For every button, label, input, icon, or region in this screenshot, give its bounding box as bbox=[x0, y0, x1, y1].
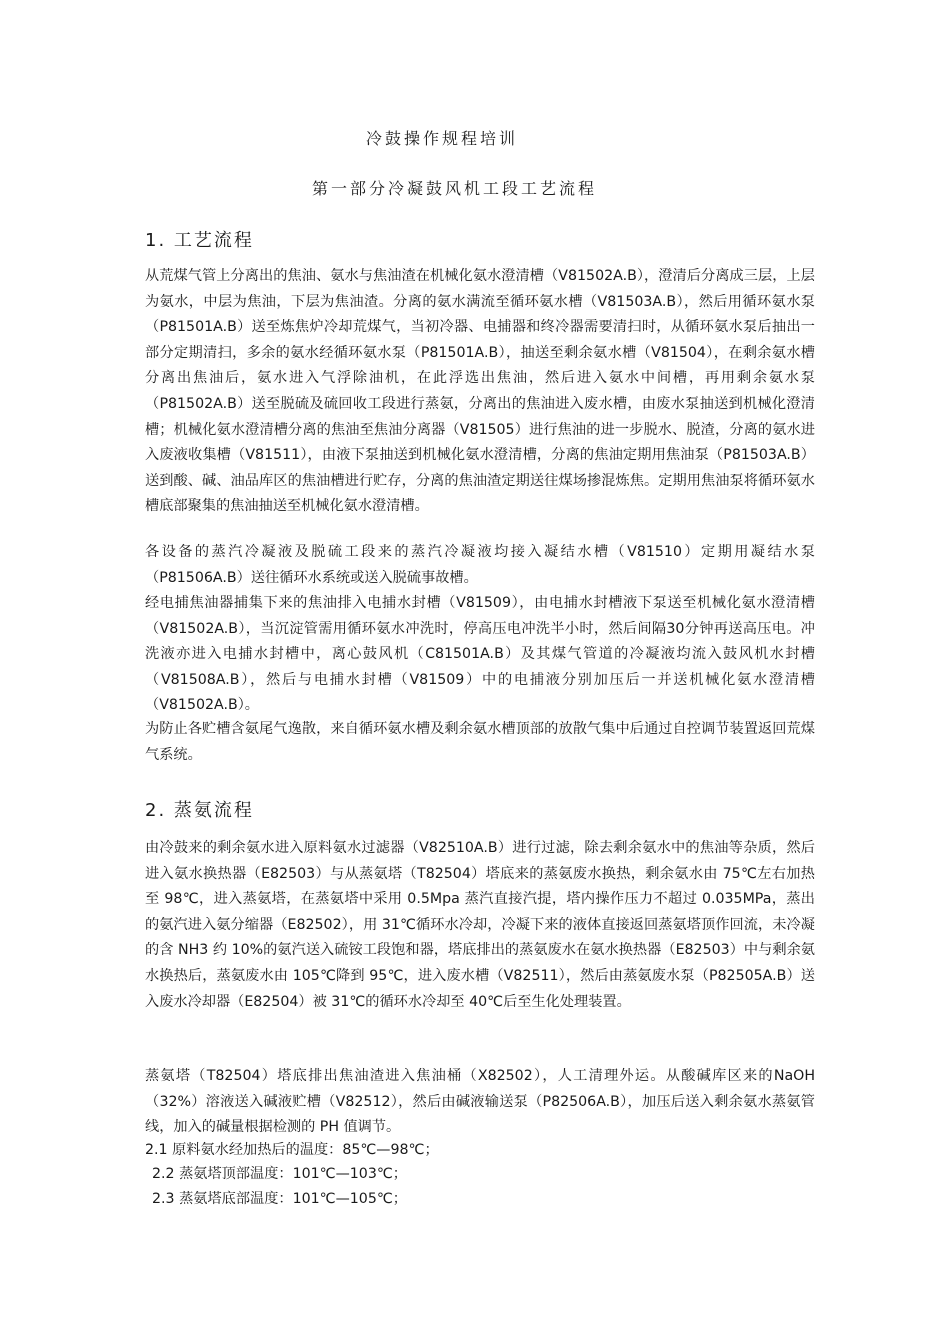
list-item: 2.3 蒸氨塔底部温度：101℃—105℃； bbox=[152, 1191, 407, 1207]
list-item: 2.1 原料氨水经加热后的温度：85℃—98℃； bbox=[145, 1142, 439, 1158]
paragraph: 为防止各贮槽含氨尾气逸散，来自循环氨水槽及剩余氨水槽顶部的放散气集中后通过自控调节装置返回荒煤气系统。 bbox=[145, 721, 815, 763]
document-title: 冷鼓操作规程培训 bbox=[366, 129, 519, 148]
document-subtitle: 第一部分冷凝鼓风机工段工艺流程 bbox=[312, 179, 598, 198]
section-heading: 1. 工艺流程 bbox=[145, 230, 254, 251]
section-heading: 2. 蒸氨流程 bbox=[145, 800, 254, 821]
paragraph: 由冷鼓来的剩余氨水进入原料氨水过滤器（V82510A.B）进行过滤，除去剩余氨水中的焦油等杂质，然后进入氨水换热器（E82503）与从蒸氨塔（T82504）塔底来的蒸氨废水换热，剩余氨水由 75℃左右加热至 98℃，进入蒸氨塔，在蒸氨塔中采用 0.5Mpa 蒸汽直接汽提，塔内操作压力不超过 0.035MPa，蒸出的氨汽进入氨分缩器（E82502），用 31℃循环水冷却，冷凝下来的液体直接返回蒸氨塔顶作回流，未冷凝的含 NH3 约 10%的氨汽送入硫铵工段饱和器，塔底排出的蒸氨废水在氨水换热器（E82503）中与剩余氨水换热后，蒸氨废水由 105℃降到 95℃，进入废水槽（V82511），然后由蒸氨废水泵（P82505A.B）送入废水冷却器（E82504）被 31℃的循环水冷却至 40℃后至生化处理装置。 bbox=[145, 840, 815, 1010]
paragraph: 经电捕焦油器捕集下来的焦油排入电捕水封槽（V81509），由电捕水封槽液下泵送至机械化氨水澄清槽（V81502A.B），当沉淀管需用循环氨水冲洗时，停高压电冲洗半小时，然后间隔30分钟再送高压电。冲洗液亦进入电捕水封槽中，离心鼓风机（C81501A.B）及其煤气管道的冷凝液均流入鼓风机水封槽（V81508A.B），然后与电捕水封槽（V81509）中的电捕液分别加压后一并送机械化氨水澄清槽（V81502A.B）。 bbox=[145, 595, 815, 714]
paragraph: 从荒煤气管上分离出的焦油、氨水与焦油渣在机械化氨水澄清槽（V81502A.B），澄清后分离成三层，上层为氨水，中层为焦油，下层为焦油渣。分离的氨水满流至循环氨水槽（V81503A.B），然后用循环氨水泵（P81501A.B）送至炼焦炉冷却荒煤气，当初冷器、电捕器和终冷器需要清扫时，从循环氨水泵后抽出一部分定期清扫，多余的氨水经循环氨水泵（P81501A.B），抽送至剩余氨水槽（V81504），在剩余氨水槽分离出焦油后，氨水进入气浮除油机，在此浮选出焦油，然后进入氨水中间槽，再用剩余氨水泵（P81502A.B）送至脱硫及硫回收工段进行蒸氨，分离出的焦油进入废水槽，由废水泵抽送到机械化澄清槽；机械化氨水澄清槽分离的焦油至焦油分离器（V81505）进行焦油的进一步脱水、脱渣，分离的氨水进入废液收集槽（V81511），由液下泵抽送到机械化氨水澄清槽，分离的焦油定期用焦油泵（P81503A.B）送到酸、碱、油品库区的焦油槽进行贮存，分离的焦油渣定期送往煤场掺混炼焦。定期用焦油泵将循环氨水槽底部聚集的焦油抽送至机械化氨水澄清槽。 bbox=[145, 268, 815, 515]
paragraph: 各设备的蒸汽冷凝液及脱硫工段来的蒸汽冷凝液均接入凝结水槽（V81510）定期用凝结水泵（P81506A.B）送往循环水系统或送入脱硫事故槽。 bbox=[145, 544, 815, 586]
paragraph: 蒸氨塔（T82504）塔底排出焦油渣进入焦油桶（X82502），人工清理外运。从酸碱库区来的NaOH（32%）溶液送入碱液贮槽（V82512），然后由碱液输送泵（P82506A.B），加压后送入剩余氨水蒸氨管线，加入的碱量根据检测的 PH 值调节。 bbox=[145, 1068, 815, 1136]
list-item: 2.2 蒸氨塔顶部温度：101℃—103℃； bbox=[152, 1166, 407, 1182]
